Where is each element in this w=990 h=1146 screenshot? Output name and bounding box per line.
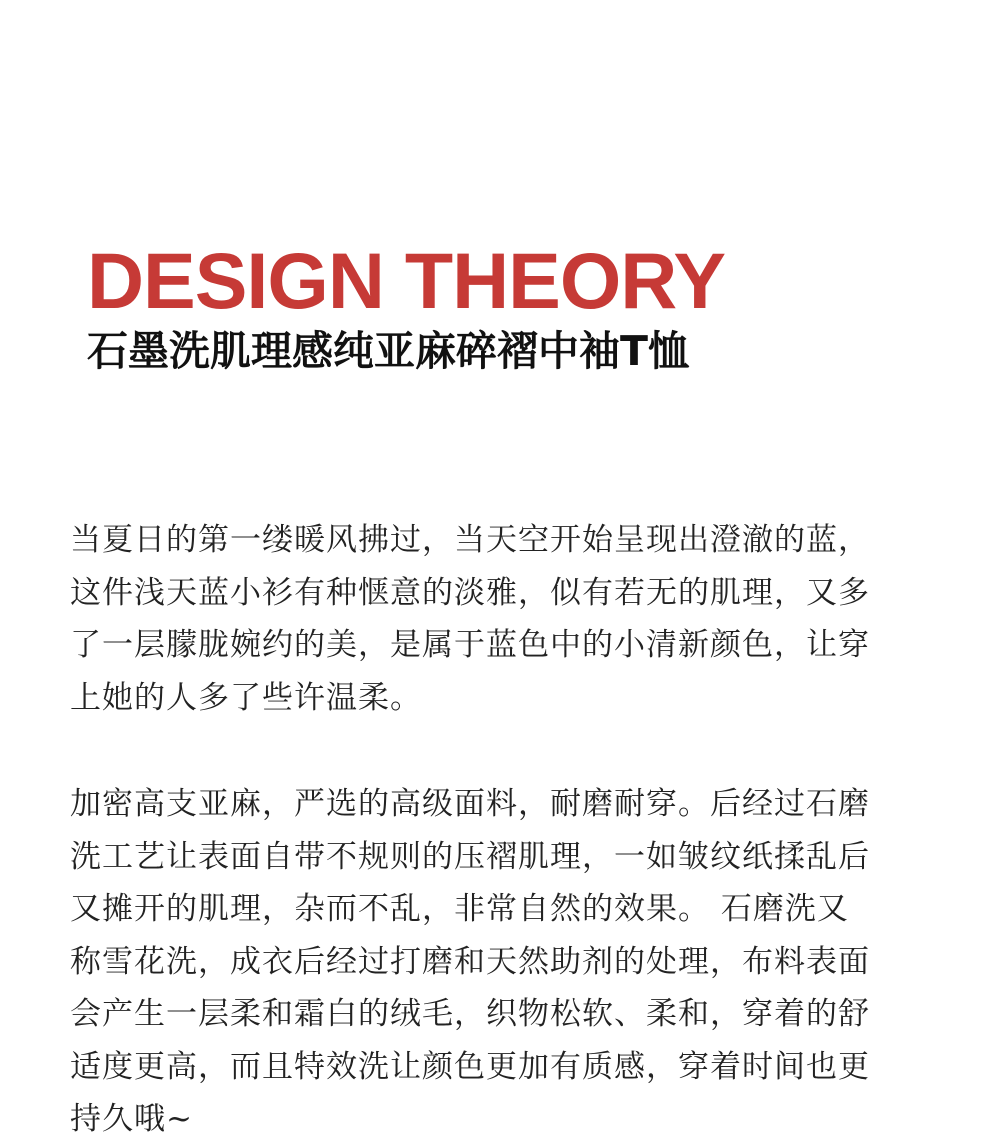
- header-block: [87, 236, 726, 376]
- paragraph-line: 洗工艺让表面自带不规则的压褶肌理，一如皱纹纸揉乱后: [70, 838, 870, 875]
- paragraph-intro: [70, 514, 930, 724]
- paragraph-line: 又摊开的肌理，杂而不乱，非常自然的效果。 石磨洗又: [70, 891, 849, 927]
- paragraph-line: 上她的人多了些许温柔。: [70, 679, 422, 716]
- paragraph-line: 这件浅天蓝小衫有种惬意的淡雅，似有若无的肌理，又多: [70, 574, 870, 611]
- paragraph-line: 持久哦~: [70, 1101, 193, 1137]
- design-theory-headline: DESIGN THEORY: [87, 236, 726, 325]
- paragraph-line: 了一层朦胧婉约的美，是属于蓝色中的小清新颜色，让穿: [70, 627, 870, 663]
- paragraph-line: 适度更高，而且特效洗让颜色更加有质感，穿着时间也更: [70, 1048, 870, 1085]
- paragraph-fabric: [70, 778, 930, 1146]
- paragraph-line: 加密高支亚麻，严选的高级面料，耐磨耐穿。后经过石磨: [70, 786, 870, 822]
- paragraph-line: 当夏日的第一缕暖风拂过，当天空开始呈现出澄澈的蓝，: [70, 522, 870, 558]
- paragraph-line: 会产生一层柔和霜白的绒毛，织物松软、柔和，穿着的舒: [70, 996, 870, 1032]
- paragraph-line: 称雪花洗，成衣后经过打磨和天然助剂的处理，布料表面: [70, 943, 870, 980]
- product-title: 石墨洗肌理感纯亚麻碎褶中袖T恤: [87, 327, 689, 375]
